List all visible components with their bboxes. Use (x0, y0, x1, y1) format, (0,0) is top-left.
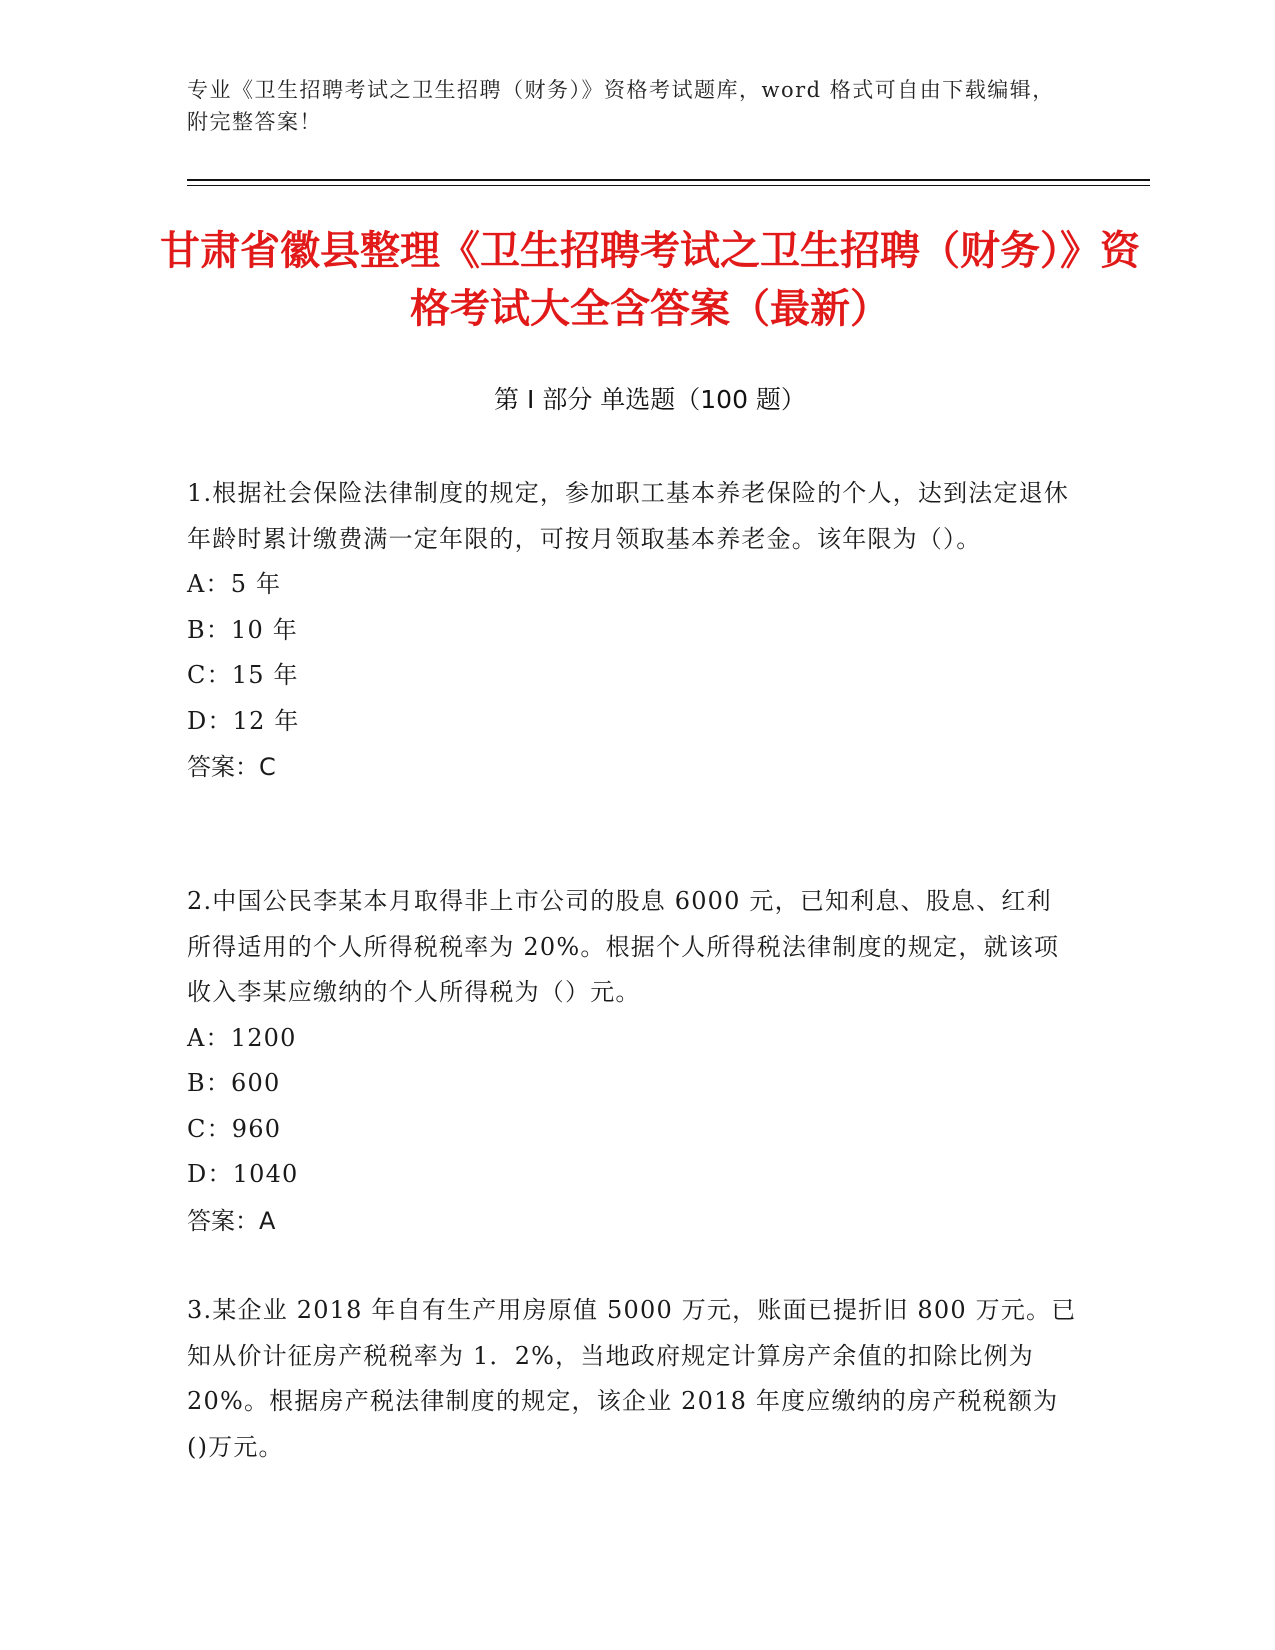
option-d: D：12 年 (187, 706, 300, 735)
option-b: B：600 (187, 1069, 281, 1097)
option-a: A：1200 (187, 1023, 297, 1052)
header-divider-thin (187, 185, 1150, 186)
header-divider-thick (187, 179, 1150, 181)
question-text: 3.某企业 2018 年自有生产用房原值 5000 万元，账面已提折旧 800 万元。已知从价计征房产税税率为 1．2%，当地政府规定计算房产余值的扣除比例为 20%。根据房产税法律制度的规定，该企业 2018 年度应缴纳的房产税税额为()万元。 (187, 1296, 1077, 1461)
question-text: 2.中国公民李某本月取得非上市公司的股息 6000 元，已知利息、股息、红利所得适用的个人所得税税率为 20%。根据个人所得税法律制度的规定，就该项收入李某应缴纳的个人所得税为（）元。 (187, 887, 1060, 1006)
option-b: B：10 年 (187, 615, 299, 644)
document-title: 甘肃省徽县整理《卫生招聘考试之卫生招聘（财务）》资格考试大全含答案（最新） (160, 228, 1140, 332)
option-d: D：1040 (187, 1160, 299, 1188)
question-item (187, 471, 1077, 790)
option-a: A：5 年 (187, 570, 282, 598)
section-title: 第 I 部分 单选题（100 题） (494, 385, 806, 414)
answer-label: 答案：C (187, 753, 276, 781)
option-c: C：15 年 (187, 661, 299, 689)
option-c: C：960 (187, 1114, 282, 1143)
question-item (187, 1288, 1077, 1470)
header-note: 专业《卫生招聘考试之卫生招聘（财务）》资格考试题库，word 格式可自由下载编辑，附完整答案！ (187, 78, 1055, 134)
question-item (187, 879, 1077, 1244)
question-text: 1.根据社会保险法律制度的规定，参加职工基本养老保险的个人，达到法定退休年龄时累计缴费满一定年限的，可按月领取基本养老金。该年限为（）。 (187, 479, 1070, 553)
answer-label: 答案：A (187, 1206, 276, 1235)
